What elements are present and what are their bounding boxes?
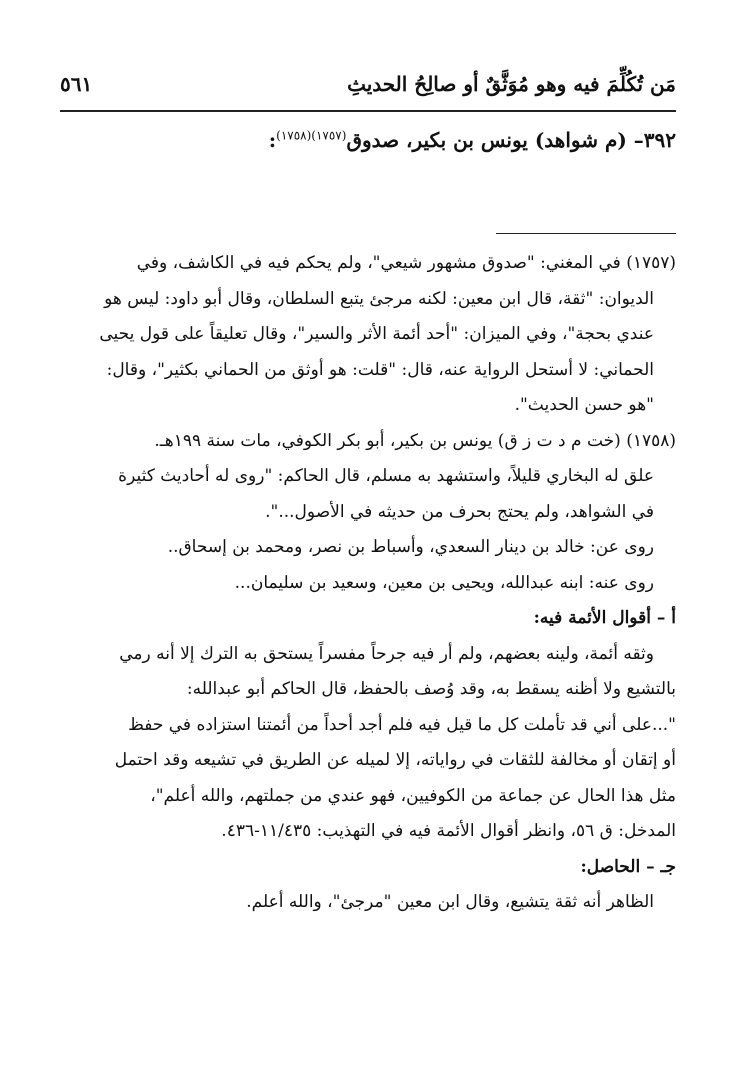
footnote-line: روى عن: خالد بن دينار السعدي، وأسباط بن نصر، ومحمد بن إسحاق..: [167, 537, 654, 557]
page-number: ٥٦١: [60, 72, 93, 96]
section-heading: أ – أقوال الأئمة فيه:: [533, 608, 676, 628]
running-title: مَن تُكُلِّمَ فيه وهو مُوَثَّقٌ أو صالِحُ الحديثِ: [347, 72, 676, 96]
running-header: [60, 66, 676, 112]
footnote-line: وثقه أئمة، ولينه بعضهم، ولم أر فيه جرحاً مفسراً يستحق به الترك إلا أنه رمي: [119, 643, 654, 664]
footnotes-body: [60, 246, 676, 921]
footnote-line: "هو حسن الحديث".: [514, 395, 654, 415]
footnote-divider: [496, 233, 676, 234]
footnote-line: عندي بحجة"، وفي الميزان: "أحد أئمة الأثر والسير"، وقال تعليقاً على قول يحيى: [99, 324, 654, 344]
footnote-line: الحماني: لا أستحل الرواية عنه، قال: "قلت: هو أوثق من الحماني بكثير"، وقال:: [106, 359, 654, 380]
entry-heading: [60, 128, 676, 152]
footnote-line: (١٧٥٨) (خت م د ت ز ق) يونس بن بكير، أبو بكر الكوفي، مات سنة ١٩٩هـ.: [154, 430, 676, 451]
footnote-line: الديوان: "ثقة، قال ابن معين: لكنه مرجئ يتبع السلطان، وقال أبو داود: ليس هو: [104, 288, 654, 309]
entry-heading-end: :: [268, 128, 277, 152]
footnote-line: في الشواهد، ولم يحتج بحرف من حديثه في الأصول...".: [265, 501, 654, 522]
footnote-marks: (١٧٥٧)(١٧٥٨): [276, 128, 347, 143]
footnote-line: "...على أني قد تأملت كل ما قيل فيه فلم أجد أحداً من أئمتنا استزاده في حفظ: [128, 714, 676, 735]
footnote-line: أو إتقان أو مخالفة للثقات في رواياته، إلا لميله عن الطريق في تشيعه وقد احتمل: [114, 750, 676, 770]
footnote-line: روى عنه: ابنه عبدالله، ويحيى بن معين، وسعيد بن سليمان...: [234, 572, 654, 593]
footnote-line: المدخل: ق ٥٦، وانظر أقوال الأئمة فيه في التهذيب: ١١/٤٣٥-٤٣٦.: [221, 821, 676, 841]
entry-heading-text: ٣٩٢– (م شواهد) يونس بن بكير، صدوق: [346, 128, 676, 152]
footnote-line: (١٧٥٧) في المغني: "صدوق مشهور شيعي"، ولم يحكم فيه في الكاشف، وفي: [136, 253, 676, 273]
section-heading: جـ – الحاصل:: [580, 856, 676, 877]
footnote-line: بالتشيع ولا أظنه يسقط به، وقد وُصف بالحفظ، قال الحاكم أبو عبدالله:: [186, 679, 676, 699]
footnote-line: مثل هذا الحال عن جماعة من الكوفيين، فهو عندي من جملتهم، والله أعلم"،: [150, 785, 676, 806]
footnote-line: علق له البخاري قليلاً، واستشهد به مسلم، قال الحاكم: "روى له أحاديث كثيرة: [118, 466, 654, 486]
footnote-line: الظاهر أنه ثقة يتشيع، وقال ابن معين "مرجئ"، والله أعلم.: [246, 892, 654, 912]
